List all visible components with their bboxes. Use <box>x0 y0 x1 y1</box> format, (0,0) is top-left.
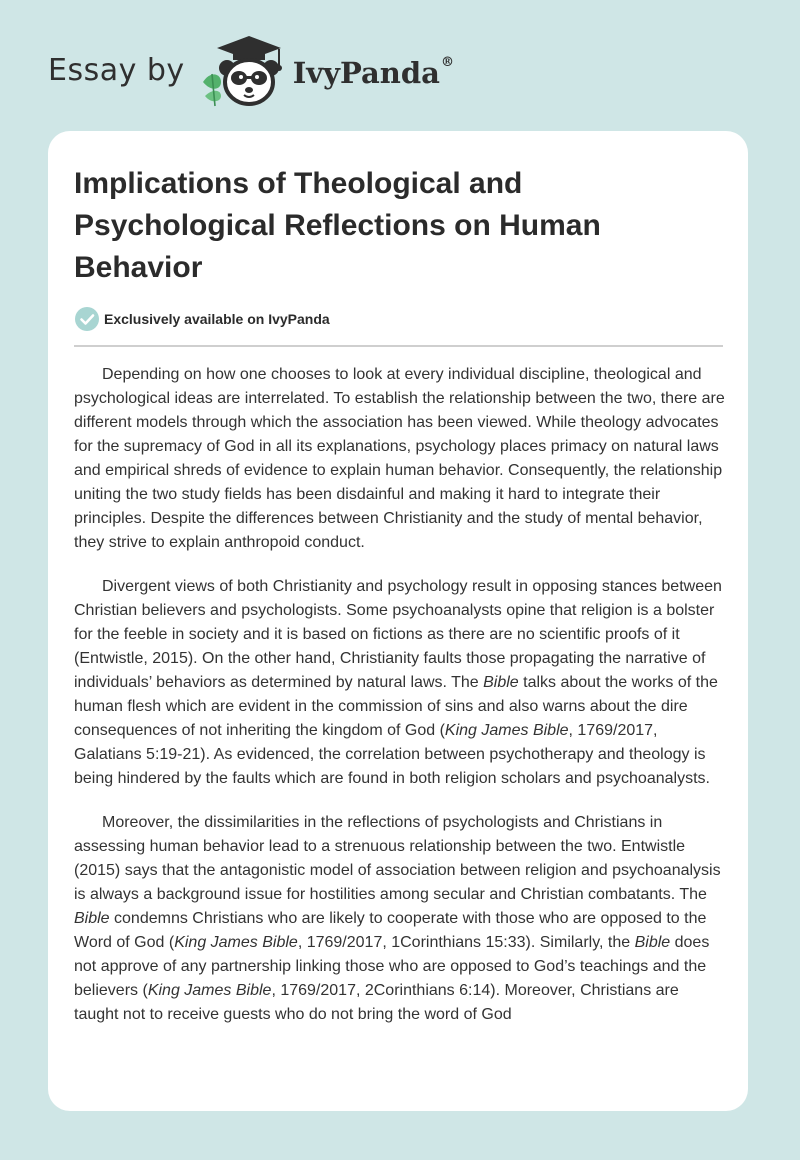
paragraph-text: Depending on how one chooses to look at every individual discipline, theological and psychological ideas are interrelated. To establish the relationship between the two, there are different models through which the association has been viewed. While theology advocates for the supremacy of God in all its explanations, psychology places primacy on natural laws and empirical shreds of evidence to explain human behavior. Consequently, the relationship uniting the two study fields has been disdainful and making it hard to integrate their principles. Despite the differences between Christianity and the study of mental behavior, they strive to explain anthropoid conduct. <box>74 366 725 551</box>
paragraph-2 <box>74 575 726 791</box>
paragraph-1 <box>74 363 726 555</box>
exclusive-badge <box>74 306 330 332</box>
citation-source: King James Bible <box>444 722 569 739</box>
check-circle-icon <box>74 306 100 332</box>
bible-reference: Bible <box>634 934 671 951</box>
brand-name-text: IvyPanda <box>292 56 440 90</box>
essay-title: Implications of Theological and Psychological Reflections on Human Behavior <box>74 167 601 284</box>
title-divider <box>74 345 723 347</box>
citation-source: King James Bible <box>174 934 298 951</box>
bible-reference: Bible <box>483 674 519 691</box>
paragraph-3 <box>74 811 726 1027</box>
paragraph-text: condemns Christians who are likely to cooperate with those who are opposed to the Word of God ( <box>74 910 707 951</box>
essay-body <box>74 363 726 1047</box>
paragraph-text: talks about the works of the human flesh which are evident in the commission of sins and also warns about the dire consequences of not inheriting the kingdom of God ( <box>74 674 718 739</box>
brand-name <box>293 56 454 90</box>
bible-reference: Bible <box>74 910 110 927</box>
exclusive-label: Exclusively available on IvyPanda <box>104 311 330 327</box>
brand-header <box>48 30 454 110</box>
paragraph-text: Divergent views of both Christianity and psychology result in opposing stances between Christian believers and psychologists. Some psychoanalysts opine that religion is a bolster for the feeble in society and it is based on fictions as there are no scientific proofs of it (Entwistle, 2015). On the other hand, Christianity faults those propagating the narrative of individuals’ behaviors as determined by natural laws. The <box>74 578 722 691</box>
paragraph-text: Moreover, the dissimilarities in the reflections of psychologists and Christians in assessing human behavior lead to a strenuous relationship between the two. Entwistle (2015) says that the antagonistic model of association between religion and psychoanalysis is always a background issue for hostilities among secular and Christian combatants. The <box>74 814 721 903</box>
citation-source: King James Bible <box>147 982 272 999</box>
ivypanda-logo-icon[interactable] <box>199 30 289 110</box>
paragraph-text: , 1769/2017, 2Corinthians 6:14). Moreover, Christians are taught not to receive guests who do not bring the word of God <box>74 982 679 1023</box>
registered-mark: ® <box>440 55 454 71</box>
essay-card <box>48 131 748 1111</box>
paragraph-text: , 1769/2017, 1Corinthians 15:33). Similarly, the <box>297 934 635 951</box>
essay-by-label: Essay by <box>48 52 185 88</box>
paragraph-text: , 1769/2017, Galatians 5:19-21). As evidenced, the correlation between psychotherapy and theology is being hindered by the faults which are found in both religion scholars and psychoanalysts. <box>74 722 710 787</box>
paragraph-text: does not approve of any partnership linking those who are opposed to God’s teachings and the believers ( <box>74 934 710 999</box>
